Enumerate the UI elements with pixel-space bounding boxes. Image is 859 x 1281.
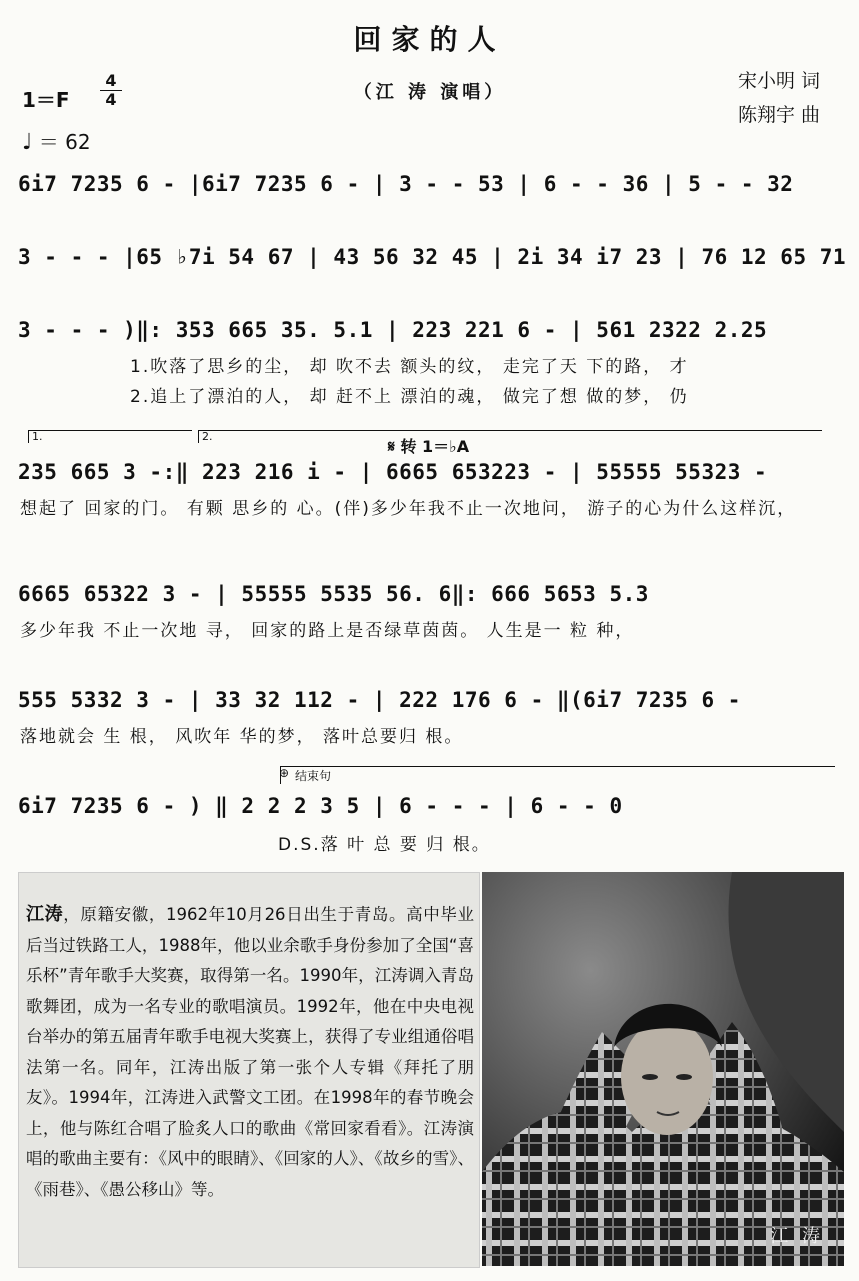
lyricist-credit: 宋小明 词 [738, 70, 821, 92]
lyric-line-5: 多少年我 不止一次地 寻， 回家的路上是否绿草茵茵。 人生是一 粒 种， [20, 621, 635, 641]
bio-text [26, 900, 474, 1205]
score-line-6: 555 5332 3 - | 33 32 112 - | 222 176 6 - ‖(6i7 7235 6 - [18, 688, 741, 712]
bio-body: ，原籍安徽，1962年10月26日出生于青岛。高中毕业后当过铁路工人，1988年，他以业余歌手身份参加了全国“喜乐杯”青年歌手大奖赛，取得第一名。1990年，江涛调入青岛歌舞团，成为一名专业的歌唱演员。1992年，他在中央电视台举办的第五届青年歌手电视大奖赛上，获得了专业组通俗唱法第一名。同年，江涛出版了第一张个人专辑《拜托了朋友》。1994年，江涛进入武警文工团。在1998年的春节晚会上，他与陈红合唱了脸炙人口的歌曲《常回家看看》。江涛演唱的歌曲主要有：《风中的眼睛》、《回家的人》、《故乡的雪》、《雨巷》、《愚公移山》等。 [26, 905, 475, 1199]
second-ending-bracket: 2. [198, 430, 822, 443]
first-ending-bracket: 1. [28, 430, 192, 443]
tempo-marking [22, 126, 91, 155]
score-line-5: 6665 65322 3 - | 55555 5535 56. 6‖: 666 5653 5.3 [18, 582, 649, 606]
score-line-3: 3 - - - )‖: 353 665 35. 5.1 | 223 221 6 - | 561 2322 2.25 [18, 318, 768, 342]
coda-label: 结束句 [295, 769, 332, 783]
singer-photo [482, 872, 844, 1266]
score-line-1: 6i7 7235 6 - |6i7 7235 6 - | 3 - - 53 | 6 - - 36 | 5 - - 32 [18, 172, 794, 196]
time-signature [100, 72, 122, 109]
singer-credit: （江 涛 演唱） [353, 82, 507, 103]
time-signature-bottom: 4 [100, 90, 122, 109]
quarter-note-icon: ♩ [22, 130, 33, 155]
photo-caption: 江 涛 [770, 1226, 824, 1247]
coda-icon: ⊕ [279, 766, 290, 780]
lyric-line-6: 落地就会 生 根， 风吹年 华的梦， 落叶总要归 根。 [20, 727, 464, 747]
score-line-7: 6i7 7235 6 - ) ‖ 2 2 2 3 5 | 6 - - - | 6 - - 0 [18, 794, 623, 818]
lyric-verse-2: 2.追上了漂泊的人， 却 赶不上 漂泊的魂， 做完了想 做的梦， 仍 [130, 387, 689, 407]
score-line-4: 235 665 3 -:‖ 223 216 i - | 6665 653223 - | 55555 55323 - [18, 460, 768, 484]
photo-illustration [482, 872, 844, 1266]
lyric-line-7: D.S.落 叶 总 要 归 根。 [278, 835, 491, 855]
bio-name: 江涛 [26, 904, 64, 925]
lyric-verse-1: 1.吹落了思乡的尘， 却 吹不去 额头的纹， 走完了天 下的路， 才 [130, 357, 689, 377]
segno-key-change: 𝄋 转 1＝♭A [388, 437, 470, 456]
key-signature: 1＝F [22, 88, 70, 112]
lyric-line-4: 想起了 回家的门。 有颗 思乡的 心。(伴)多少年我不止一次地问， 游子的心为什么这样沉， [20, 499, 797, 519]
tempo-value: ＝ 62 [38, 130, 91, 154]
score-line-2: 3 - - - |65 ♭7i 54 67 | 43 56 32 45 | 2i 34 i7 23 | 76 12 65 71 [18, 245, 847, 269]
composer-credit: 陈翔宇 曲 [738, 104, 821, 126]
song-title: 回家的人 [353, 23, 506, 56]
time-signature-top: 4 [105, 71, 117, 90]
coda-bracket [280, 766, 835, 784]
